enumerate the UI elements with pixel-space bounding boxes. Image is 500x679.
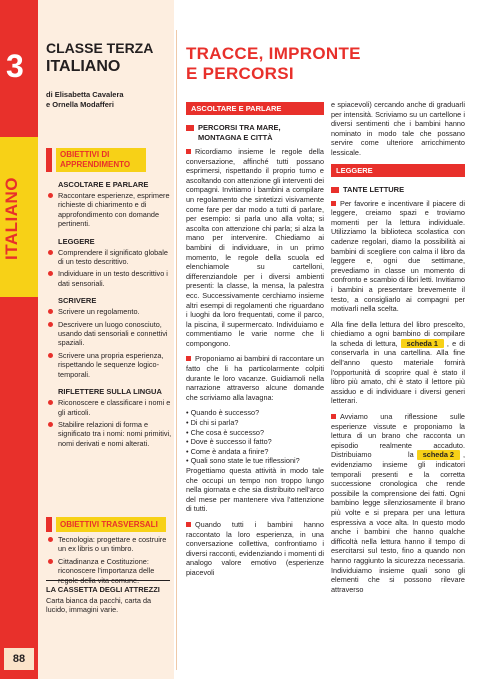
toolbox-text: Carta bianca da pacchi, carta da lucido, immagini varie.: [46, 596, 152, 615]
objectives-heading-text: OBIETTIVI DI APPRENDIMENTO: [60, 150, 131, 169]
author-line-1: di Elisabetta Cavalera: [46, 90, 124, 99]
paragraph: [331, 412, 465, 594]
group-heading: LEGGERE: [58, 236, 95, 246]
paragraph-text: Per favorire e incentivare il piacere di leggere, creiamo spazi e troviamo momenti per la lettura individuale. Utilizziamo la biblioteca scolastica con cadenze regolari, diamo la possibilità ai bambini di scegliere con calma il libro da leggere e, ogni due settimane, prevediamo in classe un momento di confronto e scambio di libri letti. Invitiamo i bambini a presentare brevemente il testo, a consigliarlo ai compagni per motivarli nella scelta.: [331, 198, 465, 314]
column-divider: [176, 30, 177, 670]
paragraph: e spiacevoli) cercando anche di graduarli per intensità. Scriviamo su un cartellone i diversi sentimenti che i bambini hanno nominato in modo tale che possano servire come ulteriore arricchimento lessicale.: [331, 100, 465, 157]
list-item: Tecnologia: progettare e costruire un ex libris o un timbro.: [46, 535, 172, 554]
worksheet-badge: scheda 1: [401, 339, 444, 349]
learning-objectives: [46, 148, 172, 451]
objectives-heading: [56, 148, 146, 172]
sidebar-red-band: [0, 0, 38, 679]
list-item: Scrivere un regolamento.: [46, 307, 172, 316]
paragraph-text: Ricordiamo insieme le regole della conversazione, affinché tutti possano esprimersi, rispettando il proprio turno e ascoltando con attenzione gli interventi dei compagni. Invitiamo i bambini a compilare un regolamento che sintetizzi visivamente come fare per dar modo a tutti di parlare, per esempio: si parla uno alla volta; si ascolta con attenzione chi parla; si alza la mano per intervenire. Chiediamo ai bambini di individuare, in un primo momento, le regole della scuola ed elenchiamole su cartelloni, differenziandole per i diversi ambienti presenti: la classe, la mensa, la palestra ecc. Successivamente cerchiamo insieme altri esempi di regolamenti che riguardano i luoghi da loro frequentati, come il parco, la piscina, il supermercato. Individuiamo e commentiamo le varie norme che li compongono.: [186, 147, 324, 348]
list-item: Descrivere un luogo conosciuto, usando dati sensoriali e connettivi spaziali.: [46, 320, 172, 348]
list-item: Riconoscere e classificare i nomi e gli articoli.: [46, 398, 172, 417]
list-item: • Che cosa è successo?: [186, 427, 264, 437]
group-heading: SCRIVERE: [58, 296, 97, 306]
section-heading-ascoltare: ASCOLTARE E PARLARE: [186, 102, 324, 115]
objective-list: [46, 191, 172, 229]
left-column-header: [46, 40, 170, 110]
subsection-heading-text: TANTE LETTURE: [343, 184, 405, 194]
subject-vertical-label: ITALIANO: [2, 176, 21, 260]
question-list: [186, 408, 324, 466]
list-item: Scrivere una propria esperienza, rispettando le sequenze logico-temporali.: [46, 351, 172, 379]
subsection-heading-text: PERCORSI TRA MARE, MONTAGNA E CITTÀ: [198, 123, 281, 142]
paragraph: [186, 520, 324, 578]
objective-list: [46, 398, 172, 448]
list-item: • Di chi si parla?: [186, 418, 239, 428]
page-number: 88: [4, 648, 34, 670]
main-title-line-1: TRACCE, IMPRONTE: [186, 44, 361, 63]
paragraph-text: Proponiamo ai bambini di raccontare un fatto che li ha particolarmente colpiti durante le loro vacanze. Guidiamoli nella narrazione attraverso alcune domande che scriviamo alla lavagna:: [186, 354, 324, 402]
paragraph-text: Avviamo una riflessione sulle esperienze vissute e proponiamo la lettura di un brano che racconta un episodio realmente accaduto. Distribuiamo la: [331, 412, 465, 460]
group-heading: ASCOLTARE E PARLARE: [58, 180, 149, 189]
list-item: Comprendere il significato globale di un testo descrittivo.: [46, 248, 172, 267]
paragraph: Progettiamo questa attività in modo tale che occupi un tempo non troppo lungo nella giornata e che sia distribuito nell'arco del mese per mantenere viva l'attenzione di tutti.: [186, 466, 324, 514]
paragraph: [186, 147, 324, 348]
list-item: • Dove è successo il fatto?: [186, 437, 272, 447]
paragraph-text: , e di conservarla in una cartellina. Alla fine dell'anno questo materiale fornirà l'opportunità di scoprire qual è stato il libro più amato, chi è stato il lettore più assiduo e di individuare i diversi generi letterari.: [331, 338, 465, 406]
toolbox-box: [46, 580, 170, 615]
list-item: Cittadinanza e Costituzione: riconoscere l'importanza delle regole della vita comune.: [46, 557, 172, 585]
paragraph-text: Quando tutti i bambini hanno raccontato la loro esperienza, in una conversazione collettiva, confrontiamo i diversi racconti, evidenziando i momenti di analogo valore emotivo (esperienze piacevoli: [186, 519, 324, 577]
section-heading-leggere: LEGGERE: [331, 164, 465, 177]
unit-number: 3: [6, 48, 24, 84]
list-item: • Quando è successo?: [186, 408, 260, 418]
paragraph: [186, 354, 324, 402]
text-column-right: [331, 100, 465, 600]
list-item: • Quali sono state le tue riflessioni?: [186, 456, 300, 466]
paragraph-text: , evidenziamo insieme gli indicatori temporali presenti e la corretta successione cronologica che rende possibile la comprensione dei fatti. Ogni bambino legge silenziosamente il brano più volte e si prepara per una lettura espressiva a voce alta. In questo modo anche i bambini che hanno qualche difficoltà nella lettura hanno il tempo di esercitarsi sul testo, fino a quando non hanno raggiunto la sicurezza necessaria. Individuiamo insieme quali sono gli elementi che si possono rilevare attraverso: [331, 450, 465, 594]
list-item: • Come è andata a finire?: [186, 446, 269, 456]
toolbox-heading: LA CASSETTA DEGLI ATTREZZI: [46, 585, 160, 594]
paragraph: [331, 320, 465, 406]
list-item: Individuare in un testo descrittivo i dati sensoriali.: [46, 269, 172, 288]
text-column-center: [186, 102, 324, 584]
objective-list: [46, 248, 172, 289]
paragraph: [331, 199, 465, 314]
list-item: Raccontare esperienze, esprimere richieste di chiarimento e di approfondimento con domande pertinenti.: [46, 191, 172, 229]
subject-title: ITALIANO: [46, 58, 121, 75]
objective-list: [46, 535, 172, 585]
class-title: CLASSE TERZA: [46, 40, 154, 56]
cross-objectives-heading-text: OBIETTIVI TRASVERSALI: [60, 520, 158, 529]
main-title-line-2: E PERCORSI: [186, 64, 294, 83]
cross-objectives-heading: [56, 517, 166, 532]
subsection-heading: [186, 123, 324, 143]
subsection-heading: [331, 185, 465, 195]
worksheet-badge: scheda 2: [417, 450, 460, 460]
paragraph-text: Alla fine della lettura del libro prescelto, chiediamo a ogni bambino di compilare la scheda di lettura,: [331, 319, 465, 348]
group-heading: RIFLETTERE SULLA LINGUA: [58, 387, 162, 397]
author-line-2: e Ornella Modafferi: [46, 100, 114, 109]
list-item: Stabilire relazioni di forma e significato tra i nomi: nomi primitivi, nomi derivati e nomi alterati.: [46, 420, 172, 448]
authors: [46, 90, 170, 110]
objective-list: [46, 307, 172, 379]
main-title: [186, 44, 386, 84]
